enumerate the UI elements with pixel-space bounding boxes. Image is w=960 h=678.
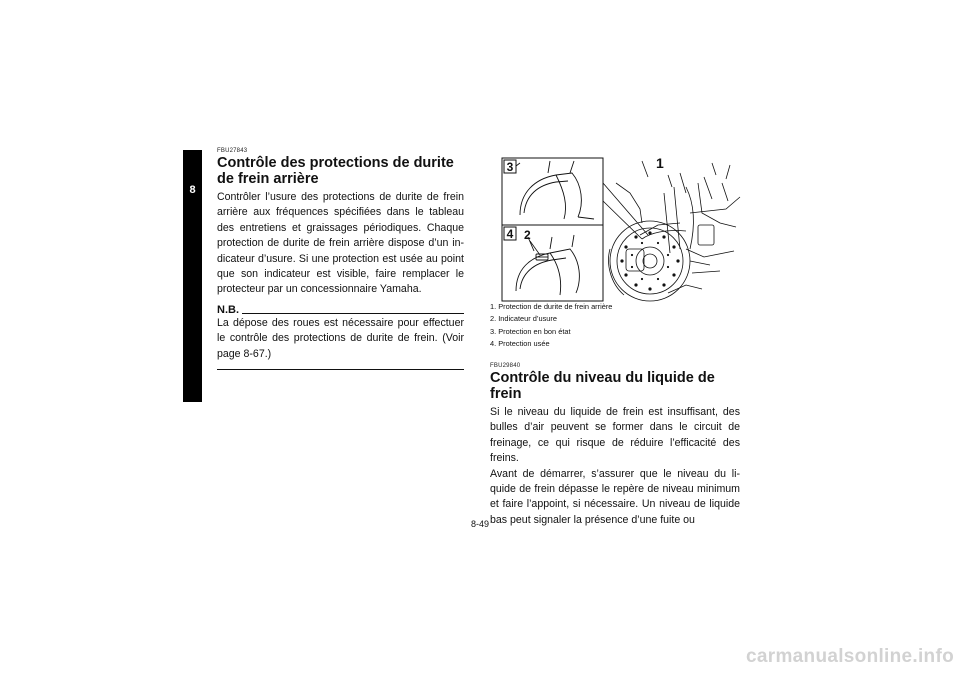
page-number: 8-49	[470, 519, 489, 529]
callout-2: 2	[524, 228, 531, 242]
watermark: carmanualsonline.info	[746, 646, 954, 667]
section-title: Contrôle des protections de durite de frein arrière	[217, 155, 454, 187]
section-title: Contrôle du niveau du liquide de frein	[490, 370, 715, 402]
callout-1: 1	[656, 155, 664, 171]
brake-hose-figure	[490, 153, 744, 303]
legend-item: 3. Protection en bon état	[490, 326, 571, 336]
note-rule	[242, 313, 464, 314]
svg-text:3: 3	[506, 160, 514, 174]
section-body: Contrôler l’usure des protections de durite de frein arrière aux fréquences spécifiées dans le tableau des entretiens et graissages périodiques. Chaque protection de durite de frein arrière dispose d’un indicateur d’usure. Si une protection est usée au point que son indicateur est visible, faire remplacer le protecteur par un concessionnaire Yamaha.	[217, 191, 464, 296]
chapter-tab	[183, 150, 202, 402]
callout-4	[504, 227, 516, 241]
brake-disc-drawing	[609, 161, 740, 301]
section-paragraph: Avant de démarrer, s’assurer que le niveau du liquide de frein dépasse le repère de niveau minimum et faire l’appoint, si nécessaire. Un niveau de liquide bas peut signaler la présence d’une fuite ou	[490, 467, 740, 526]
section-paragraph: Si le niveau du liquide de frein est insuffisant, des bulles d’air peuvent se former dans le circuit de freinage, ce qui risque de réduire l’efficacité des freins.	[490, 406, 740, 465]
figure-legend	[490, 301, 740, 350]
brake-assembly-illustration	[490, 153, 744, 303]
section-code: FBU29840	[490, 363, 521, 369]
svg-text:4: 4	[506, 227, 514, 241]
section-code: FBU27843	[217, 148, 248, 154]
note-header	[217, 304, 464, 316]
legend-item: 2. Indicateur d’usure	[490, 314, 557, 324]
legend-item: 1. Protection de durite de frein arrière	[490, 302, 613, 311]
right-column	[490, 363, 740, 528]
legend-item: 4. Protection usée	[490, 338, 550, 348]
note-label: N.B.	[217, 303, 239, 316]
note-end-rule	[217, 369, 464, 370]
callout-3	[504, 160, 516, 174]
note-text: La dépose des roues est nécessaire pour effectuer le contrôle des protections de durite de frein. (Voir page 8-67.)	[217, 316, 464, 360]
chapter-number: 8	[189, 184, 196, 196]
left-column	[217, 148, 464, 370]
